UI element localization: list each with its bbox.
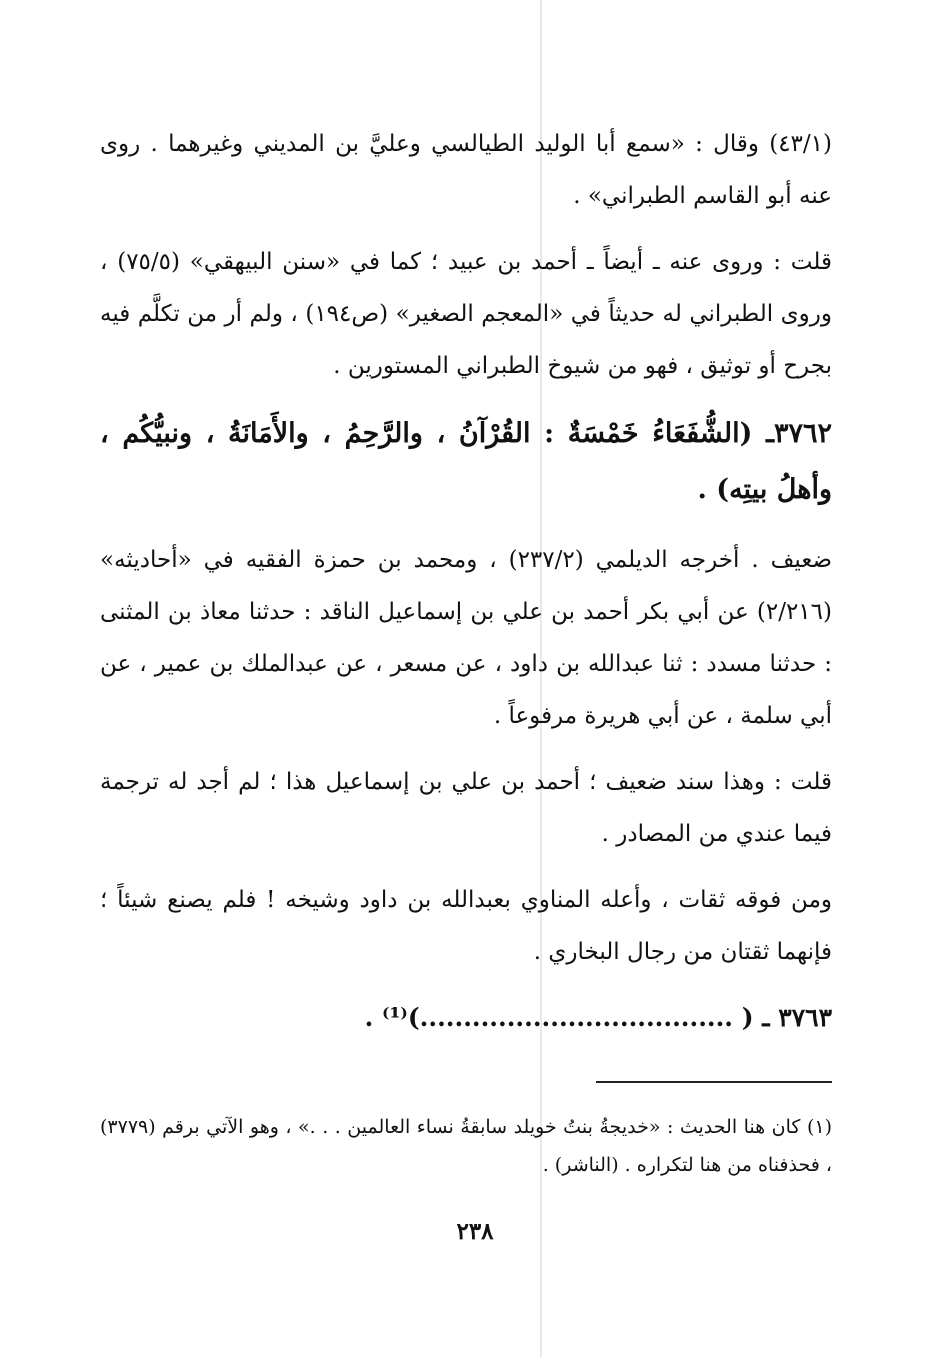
paragraph-narrator-bio: (٤٣/١) وقال : «سمع أبا الوليد الطيالسي وعليَّ بن المديني وغيرهما . روى عنه أبو القاسم الطبراني» . (100, 131, 832, 209)
footnote-divider (596, 1081, 832, 1083)
paragraph-chain-critique: قلت : وهذا سند ضعيف ؛ أحمد بن علي بن إسماعيل هذا ؛ لم أجد له ترجمة فيما عندي من المصادر . (100, 769, 832, 847)
paragraph-note-narrator: قلت : وروى عنه ـ أيضاً ـ أحمد بن عبيد ؛ كما في «سنن البيهقي» (٧٥/٥) ، وروى الطبراني له حديثاً في «المعجم الصغير» (ص١٩٤) ، ولم أر من تكلَّم فيه بجرح أو توثيق ، فهو من شيوخ الطبراني المستورين . (100, 249, 832, 379)
page-number: ٢٣٨ (456, 1218, 494, 1245)
paragraph-narrators-trust: ومن فوقه ثقات ، وأعله المناوي بعبدالله بن داود وشيخه ! فلم يصنع شيئاً ؛ فإنهما ثقتان من رجال البخاري . (100, 887, 832, 965)
main-text (100, 118, 832, 1044)
hadith-3763-placeholder: ٣٧٦٣ ـ ( ....................................)⁽¹⁾ . (364, 1003, 832, 1032)
hadith-3762-text: ٣٧٦٢ـ (الشُّفَعَاءُ خَمْسَةٌ : القُرْآنُ ، والرَّحِمُ ، والأَمَانَةُ ، ونبيُّكُم ، وأهلُ بيتِه) . (100, 418, 832, 505)
footnote-1: (١) كان هنا الحديث : «خديجةُ بنتُ خويلد سابقةُ نساء العالمين . . .» ، وهو الآتي برقم (٣٧٧٩) ، فحذفناه من هنا لتكراره . (الناشر) . (100, 1116, 832, 1176)
paragraph-grading-sources: ضعيف . أخرجه الديلمي (٢٣٧/٢) ، ومحمد بن حمزة الفقيه في «أحاديثه» (٢/٢١٦) عن أبي بكر أحمد بن علي بن إسماعيل الناقد : حدثنا معاذ بن المثنى : حدثنا مسدد : ثنا عبدالله بن داود ، عن مسعر ، عن عبدالملك بن عمير ، عن أبي سلمة ، عن أبي هريرة مرفوعاً . (100, 547, 832, 729)
